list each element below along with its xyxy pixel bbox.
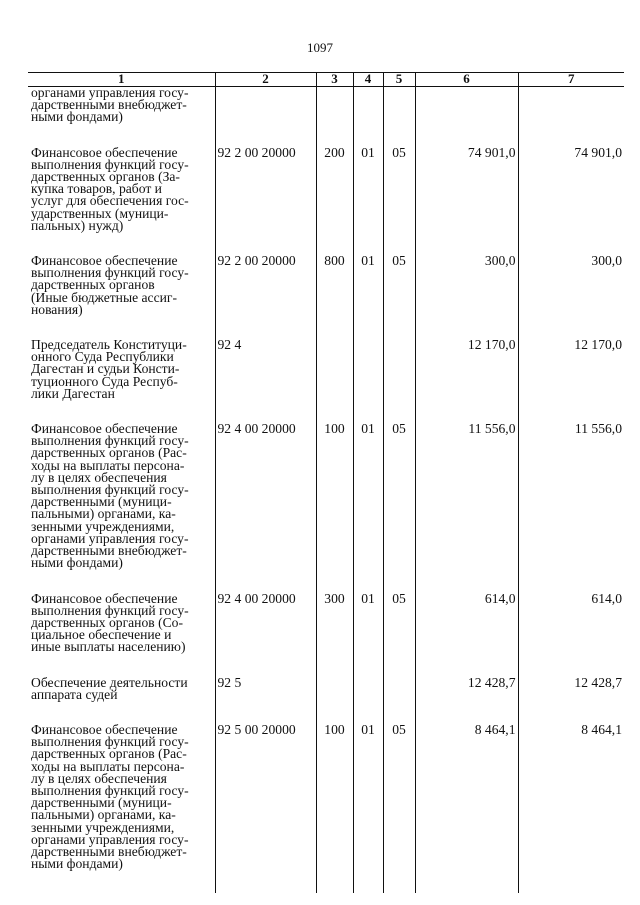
amount-col7 [518, 87, 624, 124]
amount-col6: 300,0 [415, 255, 518, 316]
column-header: 7 [518, 73, 624, 87]
expense-type [316, 339, 353, 400]
section: 01 [353, 255, 383, 316]
item-code: 92 2 00 20000 [215, 147, 316, 232]
item-name: Обеспечение деятельности аппарата судей [31, 674, 188, 702]
item-code: 92 2 00 20000 [215, 255, 316, 316]
expense-type: 100 [316, 724, 353, 870]
amount-col6: 11 556,0 [415, 423, 518, 569]
amount-col7: 11 556,0 [518, 423, 624, 569]
subsection [383, 87, 415, 124]
table-row [28, 423, 624, 569]
section: 01 [353, 724, 383, 870]
section [353, 339, 383, 400]
column-header: 6 [415, 73, 518, 87]
budget-table [28, 72, 624, 893]
section: 01 [353, 147, 383, 232]
subsection [383, 677, 415, 701]
column-header: 1 [28, 73, 215, 87]
row-spacer [28, 570, 624, 593]
amount-col7: 74 901,0 [518, 147, 624, 232]
table-row [28, 147, 624, 232]
table-row [28, 593, 624, 654]
item-name: Финансовое обеспечение выполнения функций госу- дарственных органов (Со- циальное обеспечение и иные выплаты населению) [31, 590, 189, 655]
item-name: Финансовое обеспечение выполнения функций госу- дарственных органов (Рас- ходы на выплаты персона- лу в целях обеспечения выполнения функций госу- дарственными (муници- пальными) органами, ка- зенными учреждениями, органами управления госу- дарственными внебюджет- ными фондами) [31, 721, 189, 872]
row-spacer [28, 124, 624, 147]
subsection: 05 [383, 593, 415, 654]
amount-col6: 8 464,1 [415, 724, 518, 870]
amount-col6: 12 428,7 [415, 677, 518, 701]
subsection [383, 339, 415, 400]
item-code: 92 5 [215, 677, 316, 701]
table-row [28, 339, 624, 400]
section: 01 [353, 423, 383, 569]
expense-type: 200 [316, 147, 353, 232]
section: 01 [353, 593, 383, 654]
subsection: 05 [383, 147, 415, 232]
amount-col7: 12 428,7 [518, 677, 624, 701]
row-spacer [28, 701, 624, 724]
item-code: 92 5 00 20000 [215, 724, 316, 870]
row-spacer [28, 870, 624, 893]
page-number: 1097 [307, 40, 333, 55]
column-header: 2 [215, 73, 316, 87]
expense-type: 800 [316, 255, 353, 316]
item-name: Финансовое обеспечение выполнения функций госу- дарственных органов (Иные бюджетные ассиг- нования) [31, 253, 189, 317]
amount-col7: 8 464,1 [518, 724, 624, 870]
column-header: 5 [383, 73, 415, 87]
amount-col6 [415, 87, 518, 124]
amount-col7: 300,0 [518, 255, 624, 316]
column-header: 3 [316, 73, 353, 87]
table-row [28, 677, 624, 701]
section [353, 677, 383, 701]
column-header: 4 [353, 73, 383, 87]
amount-col6: 614,0 [415, 593, 518, 654]
row-spacer [28, 654, 624, 677]
expense-type [316, 87, 353, 124]
amount-col6: 74 901,0 [415, 147, 518, 232]
row-spacer [28, 232, 624, 255]
expense-type [316, 677, 353, 701]
item-code: 92 4 00 20000 [215, 593, 316, 654]
table-row [28, 255, 624, 316]
amount-col7: 12 170,0 [518, 339, 624, 400]
item-code [215, 87, 316, 124]
item-name: Председатель Конституци- онного Суда Республики Дагестан и судьи Консти- туционного Суда Респуб- лики Дагестан [31, 337, 187, 401]
section [353, 87, 383, 124]
row-spacer [28, 316, 624, 339]
table-row [28, 724, 624, 870]
amount-col7: 614,0 [518, 593, 624, 654]
row-spacer [28, 400, 624, 423]
expense-type: 300 [316, 593, 353, 654]
subsection: 05 [383, 423, 415, 569]
item-code: 92 4 00 20000 [215, 423, 316, 569]
item-name: Финансовое обеспечение выполнения функций госу- дарственных органов (Рас- ходы на выплаты персона- лу в целях обеспечения выполнения функций госу- дарственными (муници- пальными) органами, ка- зенными учреждениями, органами управления госу- дарственными внебюджет- ными фондами) [31, 421, 189, 571]
table-row [28, 87, 624, 124]
expense-type: 100 [316, 423, 353, 569]
subsection: 05 [383, 255, 415, 316]
item-code: 92 4 [215, 339, 316, 400]
subsection: 05 [383, 724, 415, 870]
item-name: органами управления госу- дарственными внебюджет- ными фондами) [31, 85, 189, 125]
amount-col6: 12 170,0 [415, 339, 518, 400]
item-name: Финансовое обеспечение выполнения функций госу- дарственных органов (За- купка товаров, работ и услуг для обеспечения гос- ударственных (муници- пальных) нужд) [31, 144, 189, 233]
